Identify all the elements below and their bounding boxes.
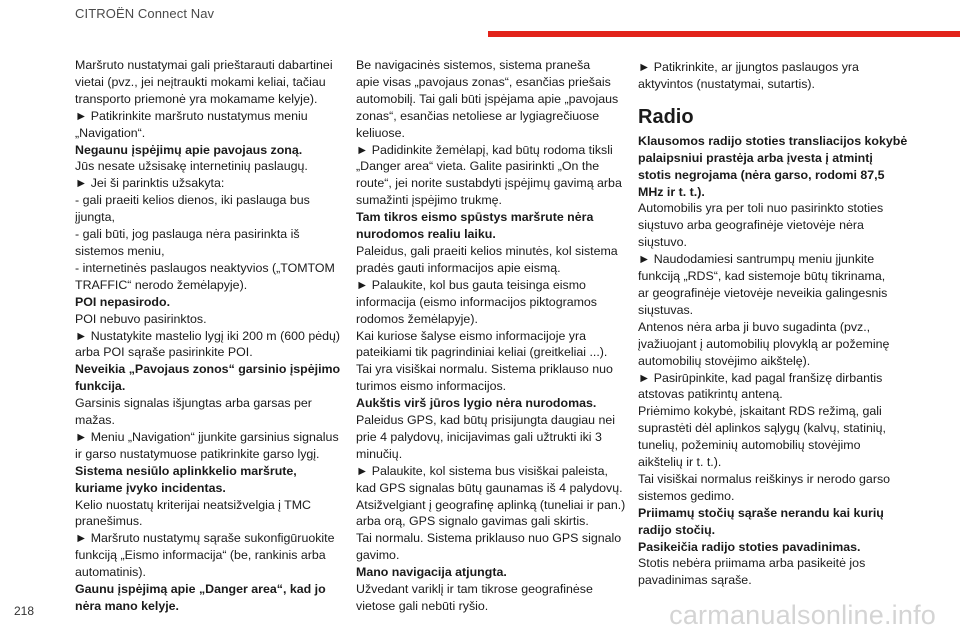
running-header-title: CITROËN Connect Nav bbox=[75, 6, 215, 21]
text-line: tunelių, požeminių automobilių stovėjimo bbox=[638, 438, 861, 453]
bold-line: nurodomos realiu laiku. bbox=[356, 227, 496, 242]
text-line: Kai kuriose šalyse eismo informacijoje yra bbox=[356, 328, 587, 343]
text-line: pateikiami tik pagrindiniai keliai (greitkeliai ...). bbox=[356, 345, 608, 360]
text-column-middle bbox=[356, 57, 628, 615]
text-line: atstovas patikrintų anteną. bbox=[638, 387, 783, 402]
text-line: Garsinis signalas išjungtas arba garsas per bbox=[75, 396, 312, 411]
text-line: funkciją „Eismo informacija“ (be, rankinis arba bbox=[75, 548, 326, 563]
text-line: - gali būti, jog paslauga nėra pasirinkta iš bbox=[75, 227, 300, 242]
text-line: vietai (pvz., jei neįtraukti mokami keliai, tačiau bbox=[75, 74, 326, 89]
text-line: ir garso nustatymuose patikrinkite garso lygį. bbox=[75, 446, 320, 461]
watermark-text: carmanualsonline.info bbox=[669, 600, 936, 630]
text-line: ► Palaukite, kol bus gauta teisinga eismo bbox=[356, 277, 586, 292]
text-column-right bbox=[638, 57, 910, 589]
text-line: kad GPS signalas būtų gaunamas iš 4 palydovų. bbox=[356, 480, 623, 495]
text-line: aktyvintos (nustatymai, sutartis). bbox=[638, 76, 815, 91]
bold-line: Pasikeičia radijo stoties pavadinimas. bbox=[638, 539, 861, 554]
bold-line: Priimamų stočių sąraše nerandu kai kurių bbox=[638, 505, 884, 520]
text-line: pradės gauti informacijos apie eismą. bbox=[356, 260, 561, 275]
text-line: ► Patikrinkite maršruto nustatymus meniu bbox=[75, 108, 308, 123]
text-line: Stotis nebėra priimama arba pasikeitė jos bbox=[638, 556, 866, 571]
text-line: Tai normalu. Sistema priklauso nuo GPS signalo bbox=[356, 531, 622, 546]
text-line: transporto priemonė yra mokamame kelyje). bbox=[75, 91, 318, 106]
text-line: automobilį. Tai gali būti įspėjama apie „pavojaus bbox=[356, 91, 619, 106]
text-line: zonas“, esančias netoliese ar lygiagrečiuose bbox=[356, 108, 600, 123]
text-line: siųstuvo. bbox=[638, 235, 687, 250]
text-line: Be navigacinės sistemos, sistema praneša bbox=[356, 58, 591, 72]
text-line: ► Pasirūpinkite, kad pagal franšizę dirbantis bbox=[638, 370, 883, 385]
text-line: sistemos meniu, bbox=[75, 243, 165, 258]
bold-line: palaipsniui prastėja arba įvesta į atmintį bbox=[638, 150, 873, 165]
text-line: apie visas „pavojaus zonas“, esančias priešais bbox=[356, 74, 611, 89]
text-line: funkciją „RDS“, kad sistemoje būtų tikrinama, bbox=[638, 269, 886, 284]
text-line: „Danger area“ vieta. Galite pasirinkti „On the bbox=[356, 159, 600, 174]
bold-line: Tam tikros eismo spūstys maršrute nėra bbox=[356, 210, 594, 225]
bold-line: kuriame įvyko incidentas. bbox=[75, 480, 226, 495]
text-line: ► Patikrinkite, ar įjungtos paslaugos yra bbox=[638, 60, 859, 74]
bold-line: Sistema nesiūlo aplinkkelio maršrute, bbox=[75, 463, 297, 478]
bold-line: Neveikia „Pavojaus zonos“ garsinio įspėjimo bbox=[75, 362, 341, 377]
text-column-left bbox=[75, 57, 347, 615]
text-line: informacija (eismo informacijos piktogramos bbox=[356, 294, 598, 309]
text-line: arba POI sąraše pasirinkite POI. bbox=[75, 345, 253, 360]
text-line: prie 4 palydovų, inicijavimas gali užtrukti iki 3 bbox=[356, 429, 602, 444]
bold-line: funkcija. bbox=[75, 379, 126, 394]
text-line: POI nebuvo pasirinktos. bbox=[75, 311, 207, 326]
text-line: - gali praeiti kelios dienos, iki paslauga bus bbox=[75, 193, 310, 208]
bold-line: Negaunu įspėjimų apie pavojaus zoną. bbox=[75, 142, 303, 157]
bold-line: Gaunu įspėjimą apie „Danger area“, kad jo bbox=[75, 582, 326, 597]
text-line: įjungta, bbox=[75, 210, 115, 225]
text-line: TRAFFIC“ nerodo žemėlapyje). bbox=[75, 277, 248, 292]
section-heading: Radio bbox=[638, 105, 694, 128]
text-line: pavadinimas sąraše. bbox=[638, 573, 752, 588]
text-line: turimos eismo informacijos. bbox=[356, 379, 507, 394]
bold-line: MHz ir t. t.). bbox=[638, 184, 705, 199]
text-line: siųstuvo arba geografinėje vietovėje nėra bbox=[638, 218, 864, 233]
bold-line: nėra mano kelyje. bbox=[75, 599, 179, 613]
text-line: ► Palaukite, kol sistema bus visiškai paleista, bbox=[356, 463, 608, 478]
text-line: gavimo. bbox=[356, 548, 400, 563]
text-line: siųstuvas. bbox=[638, 302, 694, 317]
text-line: Paleidus GPS, kad būtų prisijungta daugiau nei bbox=[356, 413, 615, 428]
text-line: Automobilis yra per toli nuo pasirinkto stoties bbox=[638, 201, 884, 216]
bold-line: stotis negrojama (nėra garso, rodomi 87,5 bbox=[638, 167, 885, 182]
bold-line: radijo stočių. bbox=[638, 522, 716, 537]
text-line: vietose gali nebūti ryšio. bbox=[356, 599, 489, 613]
text-line: ar geografinėje vietovėje neveikia galingesnis bbox=[638, 285, 888, 300]
bold-line: Klausomos radijo stoties transliacijos kokybė bbox=[638, 133, 908, 148]
text-line: automatinis). bbox=[75, 565, 146, 580]
text-line: „Navigation“. bbox=[75, 125, 146, 140]
text-line: Maršruto nustatymai gali prieštarauti dabartinei bbox=[75, 58, 333, 72]
text-line: automobilių stovėjimo aikštelę). bbox=[638, 353, 811, 368]
text-line: keliuose. bbox=[356, 125, 405, 140]
text-line: arba orą, GPS signalo gavimas gali skirtis. bbox=[356, 514, 589, 529]
text-line: Tai yra visiškai normalu. Sistema priklauso nuo bbox=[356, 362, 613, 377]
text-line: Priėmimo kokybė, įskaitant RDS režimą, gali bbox=[638, 404, 882, 419]
bold-line: Mano navigacija atjungta. bbox=[356, 565, 507, 580]
text-line: Užvedant variklį ir tam tikrose geografinėse bbox=[356, 582, 593, 597]
text-line: mažas. bbox=[75, 413, 115, 428]
text-line: Atsižvelgiant į geografinę aplinką (tuneliai ir pan.) bbox=[356, 497, 626, 512]
text-line: Paleidus, gali praeiti kelios minutės, kol sistema bbox=[356, 243, 618, 258]
bold-line: POI nepasirodo. bbox=[75, 294, 171, 309]
text-line: minučių. bbox=[356, 446, 403, 461]
text-line: Antenos nėra arba ji buvo sugadinta (pvz., bbox=[638, 319, 871, 334]
text-line: sumažinti įspėjimo trukmę. bbox=[356, 193, 502, 208]
text-line: ► Naudodamiesi santrumpų meniu įjunkite bbox=[638, 252, 875, 267]
page-number: 218 bbox=[14, 604, 35, 618]
header-accent-bar bbox=[488, 31, 960, 37]
text-line: Tai visiškai normalus reiškinys ir nerodo garso bbox=[638, 471, 891, 486]
text-line: įvažiuojant į automobilių plovyklą ar požeminę bbox=[638, 336, 890, 351]
text-line: pranešimus. bbox=[75, 514, 143, 529]
text-line: sistemos gedimo. bbox=[638, 488, 735, 503]
text-line: route“, jei norite sustabdyti įspėjimų gavimą arba bbox=[356, 176, 622, 191]
text-line: rodomos žemėlapyje). bbox=[356, 311, 478, 326]
text-line: Kelio nuostatų kriterijai neatsižvelgia į TMC bbox=[75, 497, 311, 512]
text-line: Jūs nesate užsisakę internetinių paslaugų. bbox=[75, 159, 308, 174]
text-line: aikštelių ir t. t.). bbox=[638, 455, 722, 470]
text-line: ► Nustatykite mastelio lygį iki 200 m (600 pėdų) bbox=[75, 328, 341, 343]
text-line: ► Meniu „Navigation“ įjunkite garsinius signalus bbox=[75, 429, 339, 444]
bold-line: Aukštis virš jūros lygio nėra nurodomas. bbox=[356, 396, 597, 411]
text-line: - internetinės paslaugos neaktyvios („TOMTOM bbox=[75, 260, 335, 275]
text-line: ► Maršruto nustatymų sąraše sukonfigūruokite bbox=[75, 531, 335, 546]
text-line: suprastėti dėl aplinkos sąlygų (kalvų, statinių, bbox=[638, 421, 886, 436]
text-line: ► Jei ši parinktis užsakyta: bbox=[75, 176, 225, 191]
text-line: ► Padidinkite žemėlapį, kad būtų rodoma tiksli bbox=[356, 142, 613, 157]
